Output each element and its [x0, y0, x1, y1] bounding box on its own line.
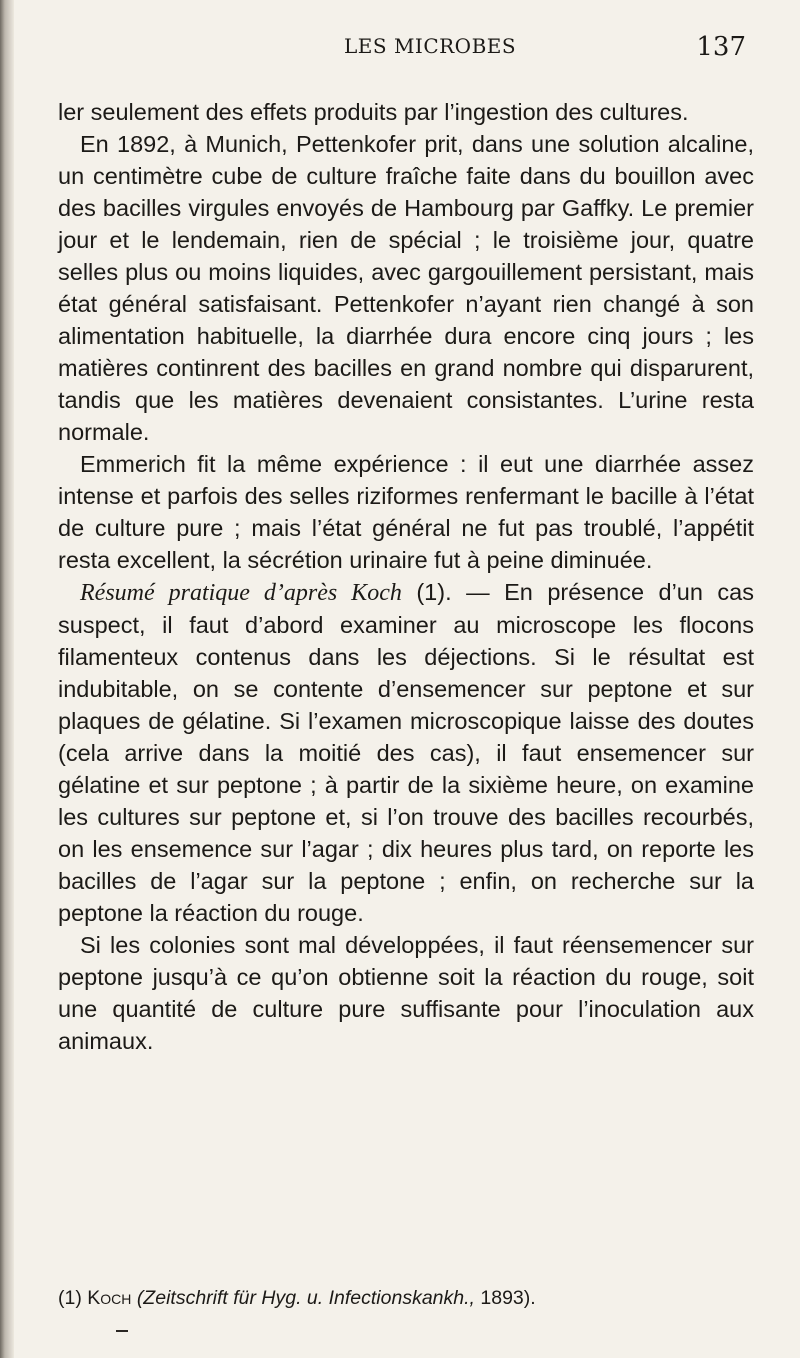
footnote: [58, 1285, 754, 1311]
footnote-year: 1893).: [480, 1287, 536, 1309]
footnote-author: Koch: [87, 1287, 132, 1309]
paragraph-resume: [58, 576, 754, 929]
resume-text: — En présence d’un cas suspect, il faut d’abord examiner au microscope les flocons filamenteux contenus dans les déjections. Si le résultat est indubitable, on se contente d’ensemencer sur peptone et sur plaques de gélatine. Si l’examen microscopique laisse des doutes (cela arrive dans la moitié des cas), il faut ensemencer sur gélatine et sur peptone ; à partir de la sixième heure, on examine les cultures sur peptone et, si l’on trouve des bacilles recourbés, on les ensemence sur l’agar ; dix heures plus tard, on reporte les bacilles de l’agar sur la peptone ; enfin, on recherche sur la peptone la réaction du rouge.: [58, 579, 755, 926]
footnote-journal: (Zeitschrift für Hyg. u. Infectionskankh.,: [136, 1287, 475, 1309]
paragraph-emmerich: Emmerich fit la même expérience : il eut une diarrhée assez intense et parfois des selles riziformes renfermant le bacille à l’état de culture pure ; mais l’état général ne fut pas troublé, l’appétit resta excellent, la sécrétion urinaire fut à peine diminuée.: [58, 451, 754, 573]
printer-dash-mark: [116, 1330, 128, 1332]
resume-heading: Résumé pratique d’après Koch: [80, 580, 402, 606]
page-number: 137: [696, 32, 746, 62]
running-head-title: LES MICROBES: [344, 34, 517, 58]
paragraph-closing: Si les colonies sont mal développées, il faut réensemencer sur peptone jusqu’à ce qu’on obtienne soit la réaction du rouge, soit une quantité de culture pure suffisante pour l’inoculation aux animaux.: [58, 932, 754, 1054]
footnote-marker: (1): [58, 1287, 82, 1309]
paragraph-pettenkofer: En 1892, à Munich, Pettenkofer prit, dans une solution alcaline, un centimètre cube de culture fraîche faite dans du bouillon avec des bacilles virgules envoyés de Hambourg par Gaffky. Le premier jour et le lendemain, rien de spécial ; le troisième jour, quatre selles plus ou moins liquides, avec gargouillement persistant, mais état général satisfaisant. Pettenkofer n’ayant rien changé à son alimentation habituelle, la diarrhée dura encore cinq jours ; les matières continrent des bacilles en grand nombre qui disparurent, tandis que les matières devenaient consistantes. L’urine resta normale.: [58, 131, 754, 445]
body-text: [58, 96, 754, 1057]
binding-edge-shadow: [0, 0, 14, 1358]
paragraph-continuation: ler seulement des effets produits par l’ingestion des cultures.: [58, 99, 689, 125]
footnote-reference: (1).: [416, 579, 452, 605]
running-head: [300, 28, 760, 68]
